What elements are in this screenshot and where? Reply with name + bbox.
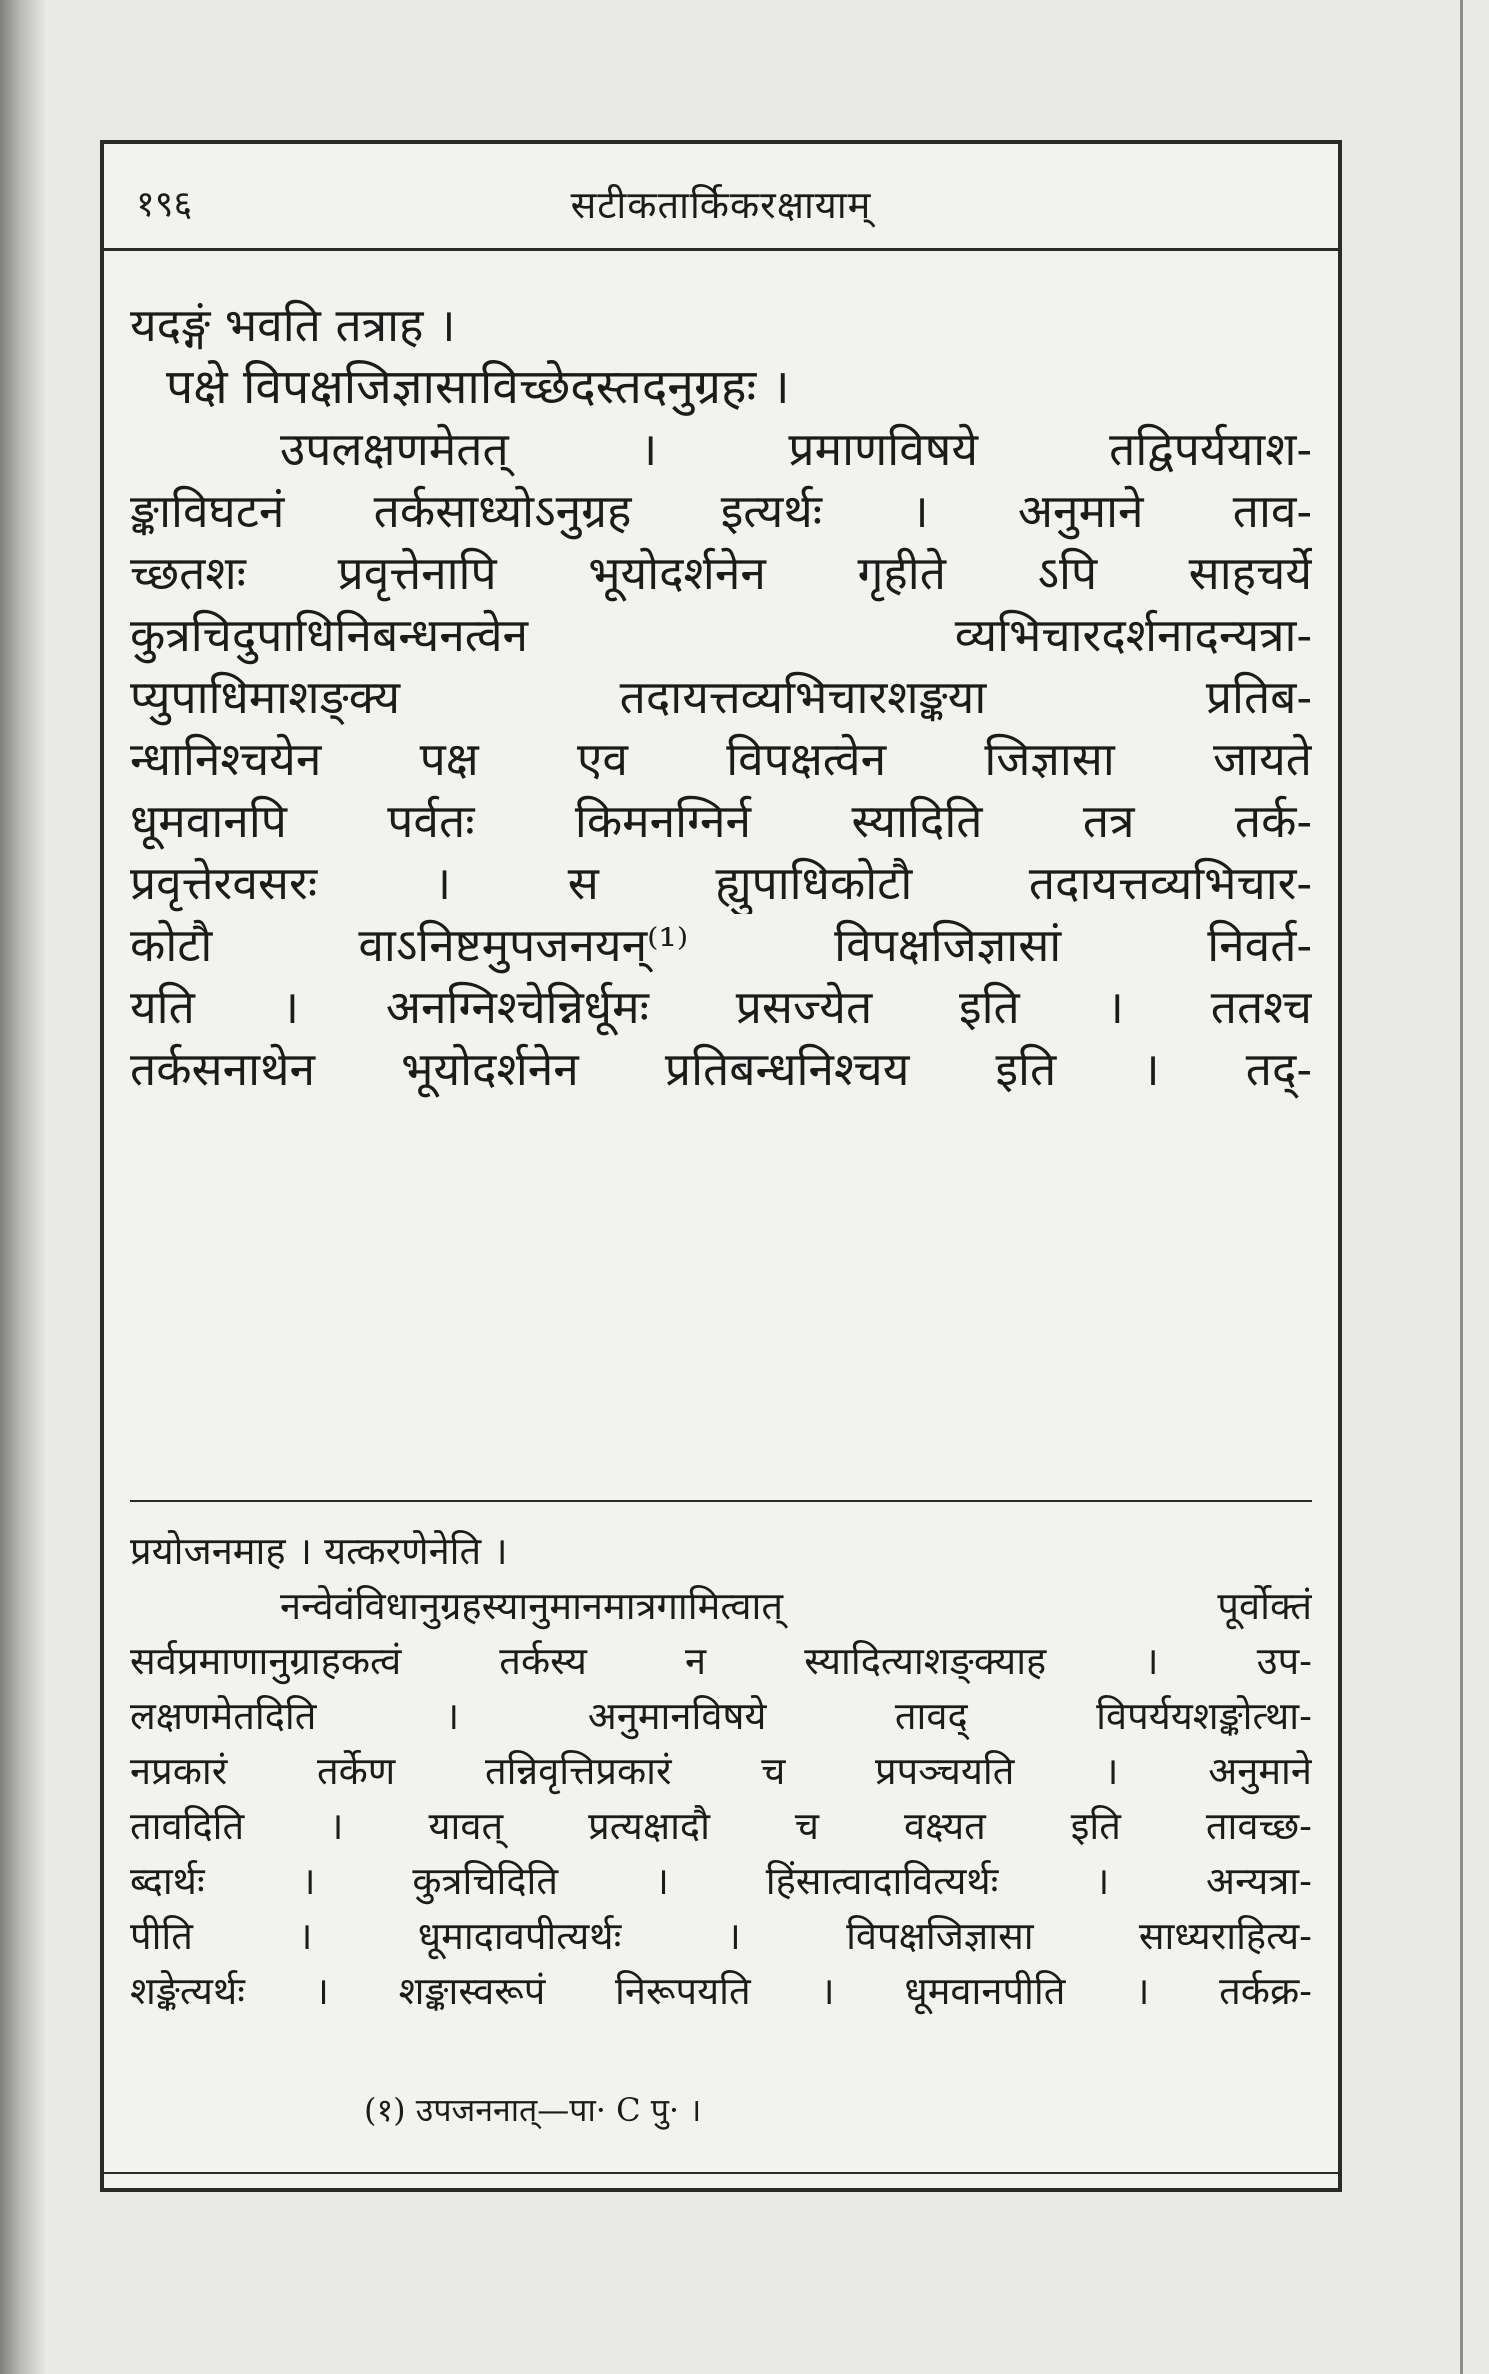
- scan-page-edge: [1460, 0, 1463, 2374]
- main-text-line: प्युपाधिमाशङ्क्य तदायत्तव्यभिचारशङ्कया प्रतिब-: [130, 670, 1312, 724]
- commentary-line: लक्षणमेतदिति । अनुमानविषये तावद् विपर्ययशङ्कोत्था-: [130, 1694, 1312, 1738]
- main-text-line: कोटौ वाऽनिष्टमुपजनयन्⁽¹⁾ विपक्षजिज्ञासां निवर्त-: [130, 918, 1312, 972]
- commentary-line: ब्दार्थः । कुत्रचिदिति । हिंसात्वादावित्यर्थः । अन्यत्रा-: [130, 1859, 1312, 1903]
- commentary-line: सर्वप्रमाणानुग्राहकत्वं तर्कस्य न स्यादित्याशङ्क्याह । उप-: [130, 1639, 1312, 1683]
- main-text-line: प्रवृत्तेरवसरः । स ह्युपाधिकोटौ तदायत्तव्यभिचार-: [130, 856, 1312, 910]
- running-title: सटीकतार्किकरक्षायाम्: [570, 183, 872, 227]
- commentary-block: [130, 1524, 1312, 2019]
- commentary-line: तावदिति । यावत् प्रत्यक्षादौ च वक्ष्यत इति तावच्छ-: [130, 1804, 1312, 1848]
- main-text-line: च्छतशः प्रवृत्तेनापि भूयोदर्शनेन गृहीते ऽपि साहचर्ये: [130, 546, 1312, 600]
- footnote: (१) उपजननात्—पा· C पु· ।: [364, 2091, 702, 2129]
- commentary-line: शङ्केत्यर्थः । शङ्कास्वरूपं निरूपयति । धूमवानपीति । तर्कक्र-: [130, 1969, 1312, 2013]
- main-text-line: न्धानिश्चयेन पक्ष एव विपक्षत्वेन जिज्ञासा जायते: [130, 732, 1312, 786]
- book-page: [100, 140, 1342, 2192]
- page-header: [104, 144, 1338, 251]
- scan-binding-shadow: [0, 0, 45, 2374]
- main-text-line: धूमवानपि पर्वतः किमनग्निर्न स्यादिति तत्र तर्क-: [130, 794, 1312, 848]
- page-number: १९६: [136, 184, 193, 225]
- commentary-divider: [130, 1500, 1312, 1502]
- main-text-line: कुत्रचिदुपाधिनिबन्धनत्वेन व्यभिचारदर्शनादन्यत्रा-: [130, 608, 1312, 662]
- main-text-line: तर्कसनाथेन भूयोदर्शनेन प्रतिबन्धनिश्चय इति । तद्-: [130, 1042, 1312, 1096]
- main-text-line: यदङ्गं भवति तत्राह ।: [130, 298, 456, 352]
- commentary-line: प्रयोजनमाह । यत्करणेनेति ।: [130, 1529, 508, 1573]
- verse-line: पक्षे विपक्षजिज्ञासाविच्छेदस्तदनुग्रहः ।: [166, 359, 790, 415]
- main-text-line: ङ्काविघटनं तर्कसाध्योऽनुग्रह इत्यर्थः । अनुमाने ताव-: [130, 484, 1312, 538]
- bottom-rule: [104, 2172, 1338, 2174]
- main-text-line: उपलक्षणमेतत् । प्रमाणविषये तद्विपर्ययाश-: [280, 422, 1312, 476]
- commentary-line: पीति । धूमादावपीत्यर्थः । विपक्षजिज्ञासा साध्यराहित्य-: [130, 1914, 1312, 1958]
- commentary-line: नन्वेवंविधानुग्रहस्यानुमानमात्रगामित्वात् पूर्वोक्तं: [280, 1584, 1312, 1628]
- main-text-line: यति । अनग्निश्चेन्निर्धूमः प्रसज्येत इति । ततश्च: [130, 980, 1312, 1034]
- main-text-block: [130, 294, 1312, 1100]
- commentary-line: नप्रकारं तर्केण तन्निवृत्तिप्रकारं च प्रपञ्चयति । अनुमाने: [130, 1749, 1312, 1793]
